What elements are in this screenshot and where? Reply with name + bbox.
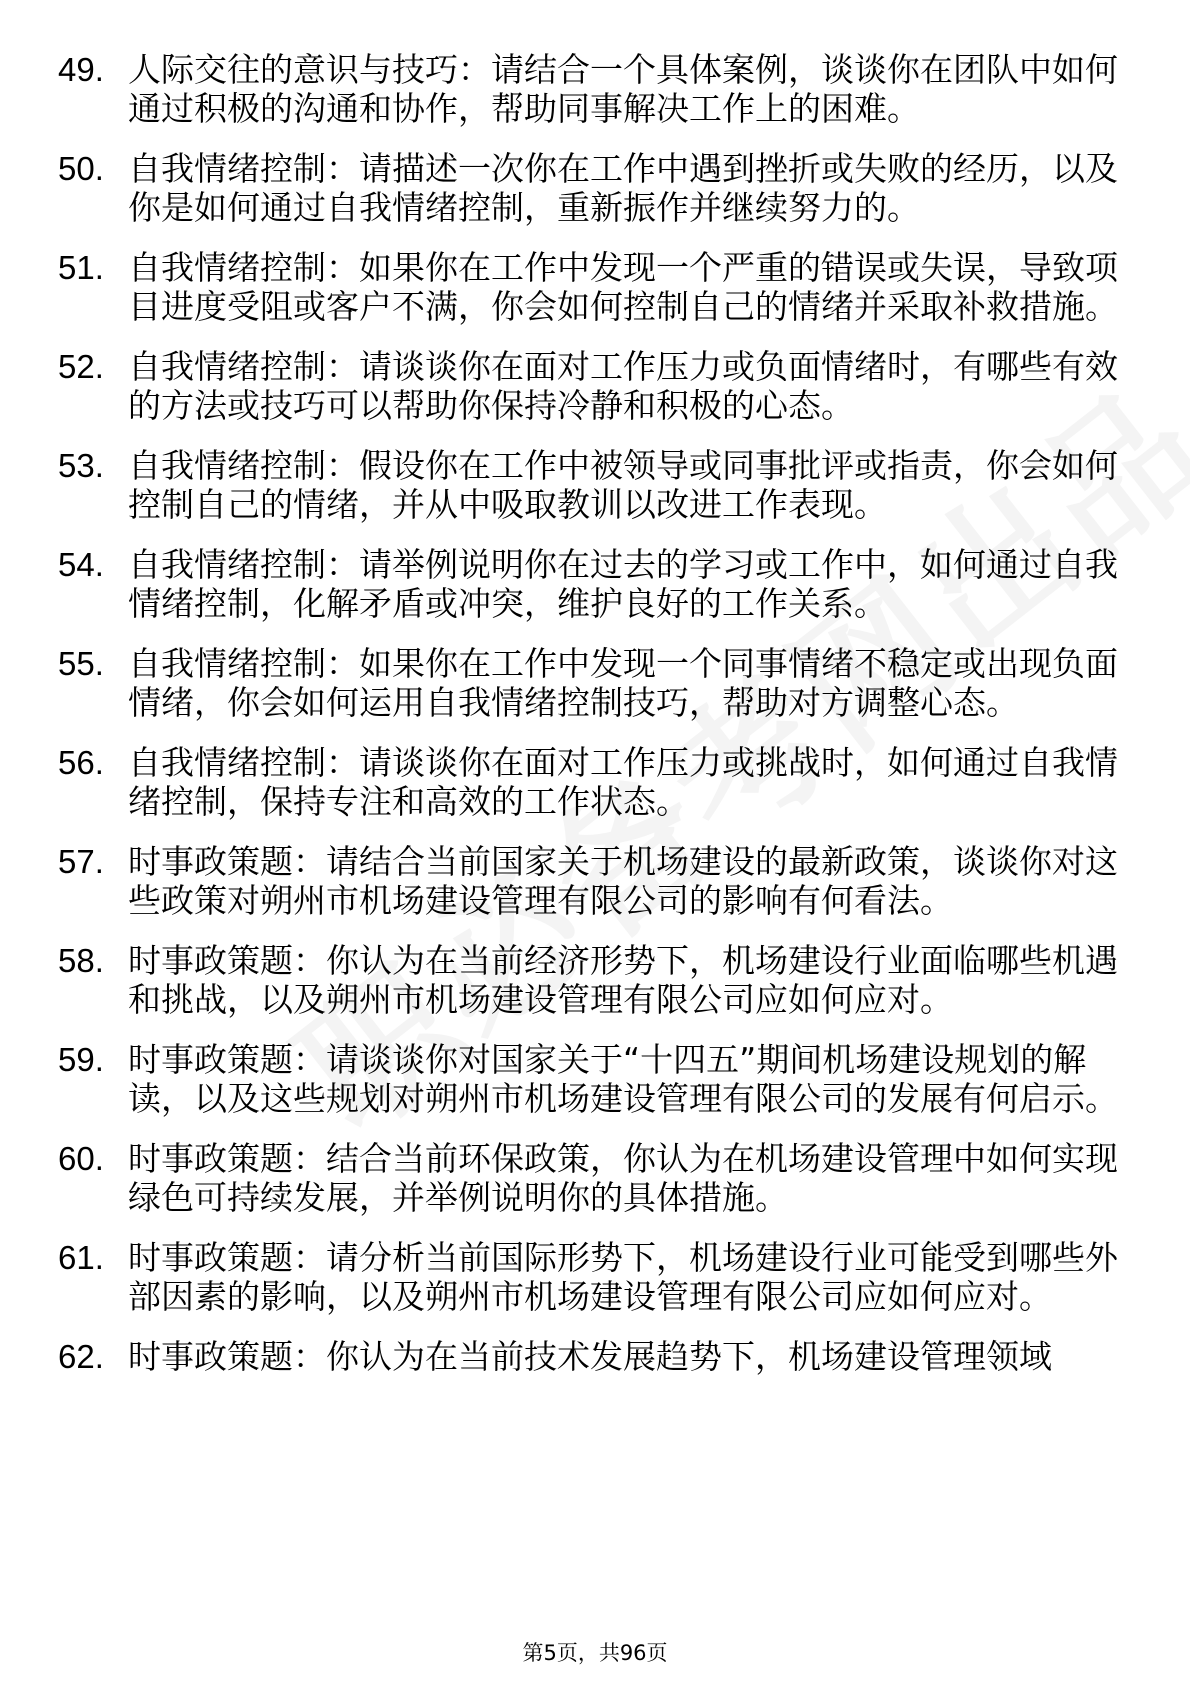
question-item: [58, 446, 1118, 524]
question-item: [58, 248, 1118, 326]
question-text: 人际交往的意识与技巧：请结合一个具体案例，谈谈你在团队中如何通过积极的沟通和协作，帮助同事解决工作上的困难。: [128, 50, 1118, 128]
question-number: 54.: [58, 546, 104, 583]
question-text: 时事政策题：请谈谈你对国家关于“十四五”期间机场建设规划的解读，以及这些规划对朔州市机场建设管理有限公司的发展有何启示。: [128, 1040, 1118, 1118]
question-number: 52.: [58, 348, 104, 385]
question-text: 自我情绪控制：假设你在工作中被领导或同事批评或指责，你会如何控制自己的情绪，并从中吸取教训以改进工作表现。: [128, 446, 1118, 524]
question-text: 时事政策题：请分析当前国际形势下，机场建设行业可能受到哪些外部因素的影响，以及朔州市机场建设管理有限公司应如何应对。: [128, 1238, 1118, 1316]
question-item: [58, 347, 1118, 425]
question-text: 自我情绪控制：请谈谈你在面对工作压力或挑战时，如何通过自我情绪控制，保持专注和高效的工作状态。: [128, 743, 1118, 821]
question-text: 时事政策题：你认为在当前技术发展趋势下，机场建设管理领域: [128, 1337, 1052, 1376]
question-number: 62.: [58, 1338, 104, 1375]
question-text: 时事政策题：你认为在当前经济形势下，机场建设行业面临哪些机遇和挑战，以及朔州市机场建设管理有限公司应如何应对。: [128, 941, 1118, 1019]
question-text: 自我情绪控制：请举例说明你在过去的学习或工作中，如何通过自我情绪控制，化解矛盾或冲突，维护良好的工作关系。: [128, 545, 1118, 623]
question-number: 55.: [58, 645, 104, 682]
question-text: 自我情绪控制：请描述一次你在工作中遇到挫折或失败的经历，以及你是如何通过自我情绪控制，重新振作并继续努力的。: [128, 149, 1118, 227]
question-item: [58, 1337, 1118, 1376]
question-number: 53.: [58, 447, 104, 484]
question-number: 59.: [58, 1041, 104, 1078]
question-item: [58, 50, 1118, 128]
question-number: 57.: [58, 843, 104, 880]
question-item: [58, 1040, 1118, 1118]
question-text: 时事政策题：结合当前环保政策，你认为在机场建设管理中如何实现绿色可持续发展，并举例说明你的具体措施。: [128, 1139, 1118, 1217]
question-number: 56.: [58, 744, 104, 781]
question-list: [58, 50, 1118, 1397]
question-number: 51.: [58, 249, 104, 286]
question-item: [58, 941, 1118, 1019]
question-number: 61.: [58, 1239, 104, 1276]
question-item: [58, 1139, 1118, 1217]
question-item: [58, 1238, 1118, 1316]
page-footer: [0, 1640, 1190, 1666]
question-text: 自我情绪控制：如果你在工作中发现一个严重的错误或失误，导致项目进度受阻或客户不满，你会如何控制自己的情绪并采取补救措施。: [128, 248, 1118, 326]
question-text: 自我情绪控制：如果你在工作中发现一个同事情绪不稳定或出现负面情绪，你会如何运用自我情绪控制技巧，帮助对方调整心态。: [128, 644, 1118, 722]
question-number: 50.: [58, 150, 104, 187]
question-text: 自我情绪控制：请谈谈你在面对工作压力或负面情绪时，有哪些有效的方法或技巧可以帮助你保持冷静和积极的心态。: [128, 347, 1118, 425]
question-item: [58, 743, 1118, 821]
question-number: 49.: [58, 51, 104, 88]
question-item: [58, 644, 1118, 722]
question-item: [58, 149, 1118, 227]
question-number: 58.: [58, 942, 104, 979]
question-text: 时事政策题：请结合当前国家关于机场建设的最新政策，谈谈你对这些政策对朔州市机场建设管理有限公司的影响有何看法。: [128, 842, 1118, 920]
question-item: [58, 545, 1118, 623]
page-number: 第5页，共96页: [522, 1641, 668, 1665]
question-item: [58, 842, 1118, 920]
question-number: 60.: [58, 1140, 104, 1177]
